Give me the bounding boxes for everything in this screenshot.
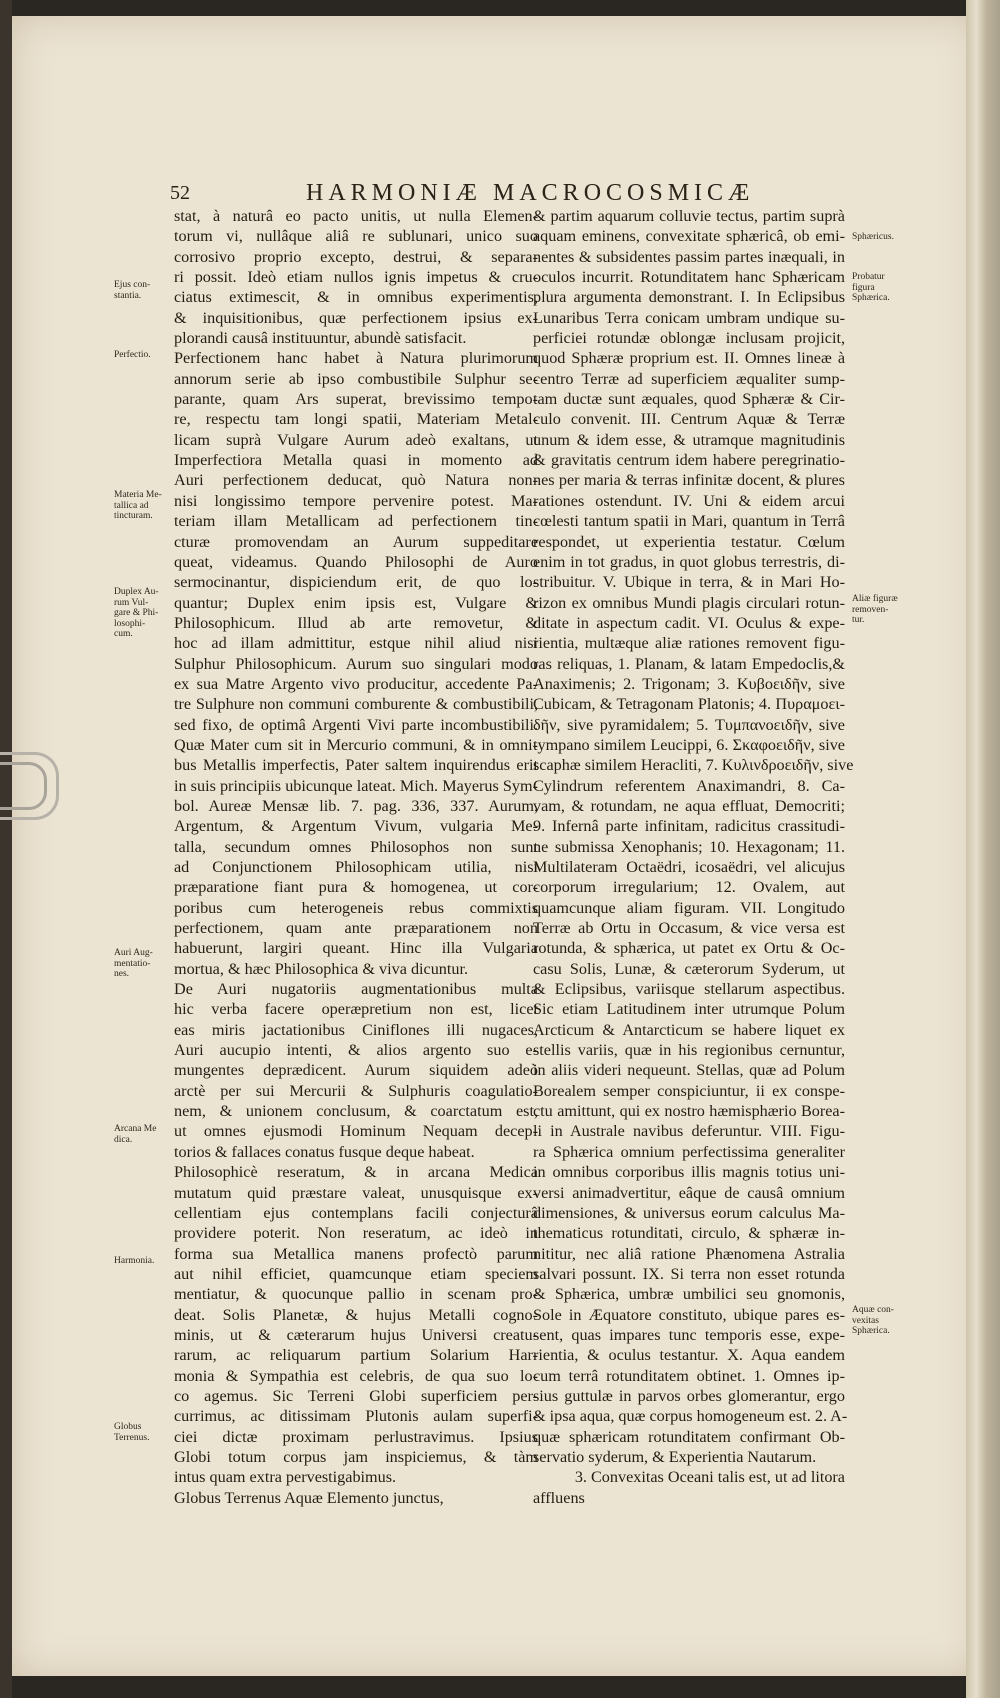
text-line: licam suprà Vulgare Aurum adeò exaltans, ut: [174, 430, 538, 449]
text-line: vam, & rotundam, ne aqua effluat, Democriti;: [533, 796, 845, 815]
page-edge: [966, 0, 1000, 1698]
text-line: torios & fallaces conatus fusque deque habeat.: [174, 1142, 475, 1161]
text-line: aut nihil efficiet, quamcunque etiam speciem: [174, 1264, 538, 1283]
text-line: rationes ostendunt. IV. Uni & eidem arcui: [533, 491, 845, 510]
text-line: in suis principiis ubicunque lateat. Mich. Mayerus Sym-: [174, 776, 538, 795]
text-line: sed fixo, de optimâ Argenti Vivi parte incombustibili.: [174, 715, 538, 734]
margin-note: [114, 490, 162, 522]
margin-note-line: tallica ad: [114, 500, 149, 511]
text-line: bus Metallis imperfectis, Pater saltem inquirendus erit: [174, 756, 538, 775]
margin-note-line: vexitas: [852, 1315, 879, 1326]
text-line: Sic etiam Latitudinem inter utrumque Polum: [533, 1000, 845, 1019]
text-line: versi animadvertitur, eâque de causâ omnium: [533, 1183, 845, 1202]
margin-note-line: Auri Aug-: [114, 948, 153, 958]
text-line: Cylindrum referentem Anaximandri, 8. Ca-: [533, 776, 845, 795]
text-line: re, respectu tam longi spatii, Materiam Metal-: [174, 410, 538, 429]
text-line: nisi longissimo tempore pervenire potest. Ma-: [174, 491, 538, 510]
text-line: ciatus extimescit, & in omnibus experimentis,: [174, 288, 538, 307]
text-line: li in Australe navibus deferuntur. VIII. Figu-: [533, 1122, 845, 1141]
text-line: plura argumenta demonstrant. I. In Eclipsibus: [533, 288, 845, 307]
text-line: quæ sphæricam rotunditatem confirmant Ob-: [533, 1427, 845, 1446]
text-line: stribuitur. V. Ubique in terra, & in Mari Ho-: [533, 573, 845, 592]
page-number: 52: [170, 182, 190, 204]
text-line: rientia, multæque aliæ rationes removent figu-: [533, 634, 845, 653]
text-line: sius guttulæ in parvos orbes glomerantur, ergo: [533, 1386, 845, 1405]
margin-note: [114, 1124, 156, 1145]
text-line: tam ductæ sunt æquales, quod Sphæræ & Cir-: [533, 390, 845, 409]
text-line: sermocinantur, dispiciendum erit, de quo lo-: [174, 573, 538, 592]
text-line: & inquisitionibus, quæ perfectionem ipsius ex-: [174, 308, 538, 327]
text-line: mutatum quid præstare valeat, unusquisque ex-: [174, 1183, 538, 1202]
right-text-column: [533, 206, 854, 1508]
text-line: aquam eminens, convexitate sphæricâ, ob emi-: [533, 227, 845, 246]
margin-note: [852, 272, 890, 304]
text-line: currimus, ac ditissimam Plutonis aulam superfi-: [174, 1407, 538, 1426]
text-line: quantur; Duplex enim ipsis est, Vulgare &: [174, 593, 538, 612]
text-line: ut omnes ejusmodi Hominum Nequam decep-: [174, 1122, 538, 1141]
text-line: tre Sulphure non communi comburente & combustibili,: [174, 695, 538, 714]
text-line: centro Terræ ad superficiem æqualiter sump-: [533, 369, 845, 388]
text-line: & Sphærica, umbræ umbilici seu gnomonis,: [533, 1285, 845, 1304]
margin-note: [114, 1256, 154, 1267]
text-line: ctu amittunt, qui ex nostro hæmisphærio Borea-: [533, 1102, 845, 1121]
text-line: 3. Convexitas Oceani talis est, ut ad litora: [574, 1468, 845, 1487]
margin-note-line: Terrenus.: [114, 1432, 150, 1443]
margin-note-line: tur.: [852, 615, 865, 625]
text-line: in aliis videri nequeunt. Stellas, quæ ad Polum: [533, 1061, 845, 1080]
text-line: rarum, ac reliquarum partium Solarium Har-: [174, 1346, 538, 1365]
margin-note-line: losophi-: [114, 618, 146, 629]
text-line: corporum irregularium; 12. Ovalem, aut: [533, 878, 845, 897]
text-line: Globus Terrenus Aquæ Elemento junctus,: [174, 1488, 444, 1507]
text-line: tympano similem Leucippi, 6. Σκαφοειδῆν, sive: [533, 735, 845, 754]
margin-note-line: removen-: [852, 604, 889, 615]
text-line: nititur, nec aliâ ratione Phænomena Astralia: [533, 1244, 845, 1263]
text-line: nentes & subsidentes passim partes inæquali, in: [533, 247, 845, 266]
text-line: thematicus rotunditati, circulo, & sphæræ in-: [533, 1224, 845, 1243]
text-line: eas miris jactationibus Ciniflones illi nugaces,: [174, 1020, 538, 1039]
text-line: stat, à naturâ eo pacto unitis, ut nulla Elemen-: [174, 207, 538, 225]
text-line: ad Conjunctionem Philosophicam utilia, nisi: [174, 858, 538, 876]
text-line: rizon ex omnibus Mundi plagis circulari rotun-: [533, 593, 845, 612]
text-line: affluens: [533, 1488, 585, 1507]
text-line: scaphæ similem Heracliti, 7. Κυλινδροειδῆν, sive: [533, 756, 854, 775]
margin-note-line: Aliæ figuræ: [852, 594, 898, 604]
text-line: Philosophicum. Illud ab arte removetur, &: [174, 613, 538, 632]
text-line: Anaximenis; 2. Trigonam; 3. Κυβοειδῆν, sive: [533, 674, 845, 693]
text-line: De Auri nugatoriis augmentationibus multa: [174, 980, 538, 999]
margin-note-line: Globus: [114, 1422, 142, 1432]
text-line: parante, quam Ars superat, brevissimo tempo-: [174, 390, 538, 409]
margin-note-line: Sphæricus.: [852, 232, 894, 242]
margin-note-line: dica.: [114, 1134, 133, 1145]
margin-note-line: Duplex Au-: [114, 587, 159, 597]
text-line: poribus cum heterogeneis rebus commixtis: [174, 898, 538, 917]
text-line: forma sua Metallica manens profectò parum: [174, 1244, 538, 1263]
margin-note-line: Aquæ con-: [852, 1305, 894, 1315]
text-line: Auri perfectionem deducat, quò Natura non-: [174, 471, 538, 490]
text-line: Sole in Æquatore constituto, ubique pares es-: [533, 1305, 845, 1324]
text-line: & Eclipsibus, variisque stellarum aspectibus.: [533, 980, 845, 999]
text-line: Arcticum & Antarcticum se habere liquet ex: [533, 1020, 845, 1039]
text-line: Argentum, & Argentum Vivum, vulgaria Me-: [174, 817, 538, 836]
text-line: in omnibus corporibus illis magnis totius uni-: [533, 1163, 845, 1182]
margin-note-line: Ejus con-: [114, 280, 151, 290]
text-line: queat, videamus. Quando Philosophi de Auro: [174, 552, 538, 571]
text-line: ra Sphærica omnium perfectissima generaliter: [533, 1142, 845, 1161]
text-line: nes per maria & terras infinitæ docent, & plures: [533, 471, 845, 490]
text-line: Globi totum corpus jam inspiciemus, & tàm: [174, 1447, 538, 1466]
text-line: Auri aucupio intenti, & alios argento suo e-: [174, 1041, 538, 1060]
text-line: Imperfectiora Metalla quasi in momento ad: [174, 451, 538, 470]
text-line: mentiatur, & quocunque pallio in scenam pro-: [174, 1285, 538, 1304]
text-line: teriam illam Metallicam ad perfectionem tin-: [174, 512, 538, 531]
margin-note-line: Probatur: [852, 272, 885, 282]
text-line: & partim aquarum colluvie tectus, partim suprà: [533, 207, 845, 225]
text-line: sent, quas impares tunc temporis esse, expe-: [533, 1325, 845, 1344]
margin-note-line: stantia.: [114, 290, 142, 301]
margin-note-line: Materia Me-: [114, 490, 162, 500]
text-line: plorandi causâ instituuntur, abundè satisfacit.: [174, 329, 467, 348]
text-line: oculos incurrit. Rotunditatem hanc Sphæricam: [533, 268, 845, 287]
text-line: rotunda, & sphærica, ut patet ex Ortu & Oc-: [533, 939, 845, 958]
margin-note-line: rum Vul-: [114, 597, 149, 608]
margin-note: [114, 948, 153, 980]
margin-note-line: gare & Phi-: [114, 608, 159, 618]
text-line: enim in tot gradus, in quot globus terrestris, di-: [533, 552, 845, 571]
text-line: habuerunt, largiri queant. Hinc illa Vulgaria: [174, 939, 538, 958]
text-line: bol. Aureæ Mensæ lib. 7. pag. 336, 337. Aurum,: [174, 796, 538, 815]
text-line: nem, & unionem conclusum, & coarctatum est,: [174, 1102, 538, 1121]
margin-note: [852, 1305, 894, 1337]
text-line: Lunaribus Terra conicam umbram undique su-: [533, 308, 845, 327]
text-line: Perfectionem hanc habet à Natura plurimorum: [174, 349, 538, 368]
text-line: respondet, ut experientia testatur. Cœlum: [533, 532, 845, 551]
text-line: stellis variis, quæ in his regionibus cernuntur,: [533, 1041, 845, 1060]
text-line: casu Solis, Lunæ, & cæterorum Syderum, ut: [533, 959, 845, 978]
margin-note-line: Sphærica.: [852, 293, 890, 303]
text-line: ex sua Matre Argento vivo producitur, accedente Pa-: [174, 674, 538, 693]
text-line: providere poterit. Non reseratum, ac ideò in: [174, 1224, 538, 1243]
text-line: quamcunque aliam figuram. VII. Longitudo: [533, 898, 845, 917]
text-line: δῆν, sive pyramidalem; 5. Τυμπανοειδῆν, sive: [533, 715, 845, 734]
text-line: quod Sphæræ proprium est. II. Omnes lineæ à: [533, 349, 845, 368]
text-line: cturæ promovendam an Aurum suppeditare: [174, 532, 538, 551]
text-line: cum terrâ rotunditatem obtinet. 1. Omnes ip-: [533, 1366, 845, 1385]
margin-note: [114, 350, 151, 361]
margin-note: [852, 594, 898, 626]
running-header: HARMONIÆ MACROCOSMICÆ: [306, 180, 755, 206]
text-line: monia & Sympathia est celebris, de qua suo lo-: [174, 1366, 538, 1385]
margin-note: [114, 280, 150, 301]
margin-note-line: Sphærica.: [852, 1326, 890, 1336]
margin-note: [114, 587, 159, 640]
text-line: cœlesti tantum spatii in Mari, quantum in Terrâ: [533, 512, 845, 531]
text-line: talla, secundum omnes Philosophos non sunt: [174, 837, 538, 856]
margin-note-line: nes.: [114, 969, 130, 979]
text-line: intus quam extra pervestigabimus.: [174, 1468, 397, 1487]
text-line: co agemus. Sic Terreni Globi superficiem per-: [174, 1386, 538, 1405]
binding-shadow: [0, 0, 12, 1698]
margin-note-line: Perfectio.: [114, 350, 151, 360]
text-line: Multilateram Octaëdri, icosaëdri, vel alicujus: [533, 858, 845, 876]
text-line: corrosivo proprio excepto, destrui, & separa-: [174, 247, 538, 266]
text-line: annorum serie ab ipso combustibile Sulphur se-: [174, 369, 538, 388]
text-line: Borealem semper conspiciuntur, ii ex conspe-: [533, 1081, 845, 1100]
left-text-column: [174, 206, 538, 1508]
text-line: dimensiones, & universus eorum calculus Ma-: [533, 1203, 845, 1222]
text-line: mortua, & hæc Philosophica & viva dicuntur.: [174, 959, 469, 978]
margin-note-line: cum.: [114, 629, 133, 639]
paper-clip-inner: [0, 762, 47, 810]
text-line: & gravitatis centrum idem habere peregrinatio-: [533, 451, 845, 470]
text-line: præparatione fiant pura & homogenea, ut cor-: [174, 878, 538, 897]
text-line: hic verba facere operæpretium non est, licet: [174, 1000, 538, 1019]
margin-note-line: mentatio-: [114, 958, 151, 969]
text-line: servatio syderum, & Experientia Nautarum.: [533, 1447, 817, 1466]
text-line: culo convenit. III. Centrum Aquæ & Terræ: [533, 410, 845, 429]
text-line: ne submissa Xenophanis; 10. Hexagonam; 11.: [533, 837, 845, 856]
text-line: salvari possunt. IX. Si terra non esset rotunda: [533, 1264, 845, 1283]
text-line: cellentiam ejus contemplans facili conjecturâ: [174, 1203, 538, 1222]
text-line: deat. Solis Planetæ, & hujus Metalli cogno-: [174, 1305, 538, 1324]
text-line: arctè per sui Mercurii & Sulphuris coagulatio-: [174, 1081, 538, 1100]
text-line: ditate in aspectum cadit. VI. Oculus & expe-: [533, 613, 845, 632]
text-line: & ipsa aqua, quæ corpus homogeneum est. 2. A-: [533, 1407, 848, 1426]
text-line: torum vi, nullâque aliâ re sublunari, unico suo: [174, 227, 538, 246]
text-line: rientia, & oculus testantur. X. Aqua eandem: [533, 1346, 845, 1365]
text-line: 9. Infernâ parte infinitam, radicitus crassitudi-: [533, 817, 845, 836]
margin-note-line: Harmonia.: [114, 1256, 155, 1266]
text-line: ciei dictæ proximam perlustravimus. Ipsius: [174, 1427, 538, 1446]
text-line: ri possit. Ideò etiam nullos ignis impetus & cru-: [174, 268, 538, 287]
text-line: perficiei rotundæ oblongæ inclusam projicit,: [533, 329, 845, 348]
text-line: Quæ Mater cum sit in Mercurio communi, & in omni-: [174, 735, 538, 754]
text-line: perfectionem, quam ante præparationem non: [174, 919, 538, 938]
text-line: Cubicam, & Tetragonam Platonis; 4. Πυραμοει-: [533, 695, 845, 714]
margin-note-line: Arcana Me: [114, 1124, 157, 1134]
text-line: unum & idem esse, & utramque magnitudinis: [533, 430, 845, 449]
margin-note-line: tincturam.: [114, 511, 153, 521]
text-line: ras reliquas, 1. Planam, & latam Empedoclis,&: [533, 654, 845, 673]
text-line: minis, ut & cæterarum hujus Universi creatu-: [174, 1325, 538, 1344]
text-line: Sulphur Philosophicum. Aurum suo singulari modo: [174, 654, 538, 673]
margin-note: [114, 1422, 149, 1443]
text-line: Terræ ab Ortu in Occasum, & vice versa est: [533, 919, 845, 938]
text-line: hoc ad illam admittitur, estque nihil aliud nisi: [174, 634, 538, 653]
text-line: mungentes deprædicent. Aurum siquidem adeò: [174, 1061, 538, 1080]
text-line: Philosophicè reseratum, & in arcana Medica: [174, 1163, 538, 1182]
margin-note-line: figura: [852, 282, 875, 293]
margin-note: [852, 232, 894, 243]
